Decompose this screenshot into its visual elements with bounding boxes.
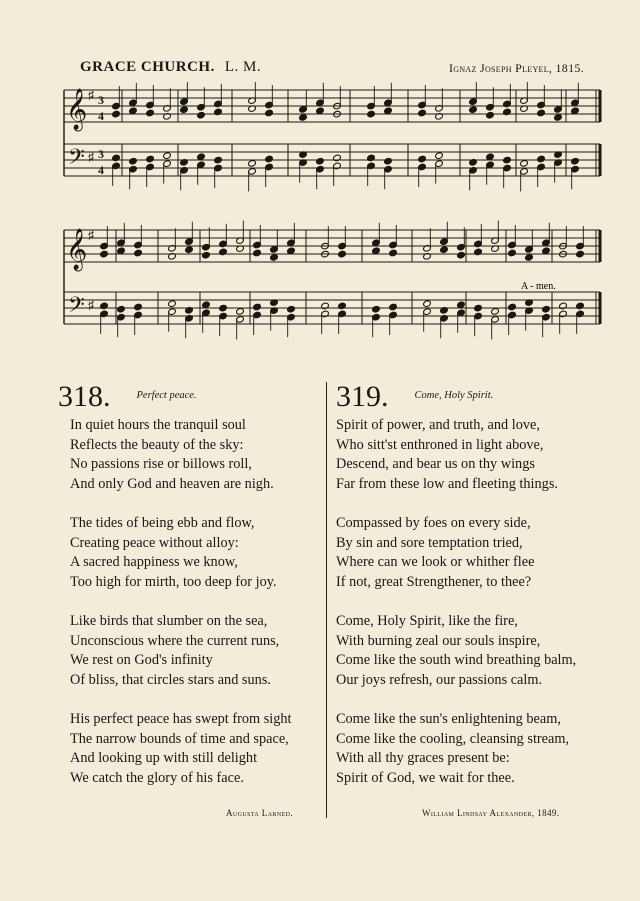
- note-head: [486, 153, 495, 161]
- sharp-sign: ♯: [88, 228, 94, 242]
- hymn-319: [336, 380, 606, 788]
- note-head: [559, 302, 568, 310]
- note-head: [168, 300, 177, 308]
- note-head: [219, 304, 228, 312]
- note-head: [491, 308, 500, 316]
- verse-line: No passions rise or billows roll,: [70, 456, 252, 472]
- note-head: [367, 154, 376, 162]
- note-head: [129, 107, 138, 115]
- stanza: [70, 514, 328, 592]
- note-head: [321, 302, 330, 310]
- note-head: [134, 249, 143, 257]
- note-head: [163, 152, 172, 160]
- verse-line: Too high for mirth, too deep for joy.: [70, 573, 277, 590]
- verse-line: Spirit of God, we wait for thee.: [336, 769, 515, 786]
- score-notation: [64, 82, 600, 339]
- stanza: [336, 514, 606, 592]
- note-head: [265, 155, 274, 163]
- note-head: [253, 249, 262, 257]
- note-head: [469, 106, 478, 114]
- composer-credit: Ignaz Joseph Pleyel, 1815.: [448, 61, 584, 75]
- time-signature: 4: [98, 109, 104, 123]
- note-head: [197, 111, 206, 119]
- music-score: [60, 82, 605, 344]
- note-head: [435, 152, 444, 160]
- verse-line: Come, Holy Spirit, like the fire,: [336, 613, 518, 629]
- verse-line: Reflects the beauty of the sky:: [70, 436, 244, 453]
- note-head: [503, 156, 512, 164]
- verse-line: If not, great Strengthener, to thee?: [336, 573, 532, 590]
- note-head: [299, 114, 308, 122]
- sharp-sign: ♯: [88, 298, 94, 312]
- note-head: [316, 157, 325, 165]
- note-head: [474, 248, 483, 256]
- hymn-subtitle: Come, Holy Spirit.: [414, 390, 494, 401]
- verse-line: Unconscious where the current runs,: [70, 632, 280, 649]
- verse-line: Far from these low and fleeting things.: [336, 475, 558, 492]
- verse-line: Where can we look or whither flee: [336, 554, 535, 570]
- note-head: [542, 247, 551, 255]
- hymn-319-author: William Lindsay Alexander, 1849.: [422, 808, 560, 818]
- note-head: [112, 110, 121, 118]
- treble-clef: 𝄞: [66, 89, 88, 130]
- verse-line: The tides of being ebb and flow,: [70, 515, 255, 531]
- hymn-318-author: Augusta Larned.: [226, 808, 294, 818]
- note-head: [100, 250, 109, 258]
- verse-line: We catch the glory of his face.: [70, 769, 244, 786]
- verse-line: Compassed by foes on every side,: [336, 515, 531, 531]
- note-head: [440, 246, 449, 254]
- verse-line: In quiet hours the tranquil soul: [70, 417, 246, 433]
- note-head: [100, 302, 109, 310]
- note-head: [316, 107, 325, 115]
- note-head: [117, 247, 126, 255]
- verse-line: By sin and sore temptation tried,: [336, 534, 523, 551]
- note-head: [423, 300, 432, 308]
- verse-line: And looking up with still delight: [70, 750, 258, 766]
- verse-line: Our joys refresh, our passions calm.: [336, 671, 543, 688]
- verse-line: A sacred happiness we know,: [70, 554, 238, 570]
- sharp-sign: ♯: [88, 88, 94, 102]
- note-head: [486, 111, 495, 119]
- hymn-319-text: [336, 416, 606, 788]
- stanza: [336, 416, 606, 494]
- tune-meter: L. M.: [224, 59, 262, 75]
- hymn-319-heading: [336, 380, 606, 414]
- note-head: [571, 157, 580, 165]
- verse-line: Of bliss, that circles stars and suns.: [70, 671, 271, 688]
- verse-line: Descend, and bear us on thy wings: [336, 456, 535, 472]
- verse-line: Creating peace without alloy:: [70, 534, 239, 551]
- note-head: [287, 247, 296, 255]
- verse-line: With all thy graces present be:: [336, 750, 510, 766]
- hymn-number: 318.: [58, 380, 111, 413]
- note-head: [214, 108, 223, 116]
- note-head: [384, 107, 393, 115]
- note-head: [537, 109, 546, 117]
- note-head: [112, 154, 121, 162]
- note-head: [338, 302, 347, 310]
- note-head: [542, 305, 551, 313]
- note-head: [146, 155, 155, 163]
- note-head: [202, 301, 211, 309]
- stanza: [336, 612, 606, 690]
- note-head: [265, 109, 274, 117]
- note-head: [117, 305, 126, 313]
- note-head: [503, 108, 512, 116]
- verse-line: With burning zeal our souls inspire,: [336, 632, 541, 649]
- tune-name: GRACE CHURCH.: [80, 59, 215, 75]
- note-head: [129, 157, 138, 165]
- verse-line: Come like the cooling, cleansing stream,: [336, 730, 570, 747]
- note-head: [571, 107, 580, 115]
- note-head: [457, 251, 466, 259]
- note-head: [389, 249, 398, 257]
- verse-line: Like birds that slumber on the sea,: [70, 613, 268, 629]
- note-head: [389, 303, 398, 311]
- note-head: [384, 157, 393, 165]
- note-head: [508, 249, 517, 257]
- verse-line: And only God and heaven are nigh.: [70, 475, 274, 492]
- note-head: [248, 160, 257, 168]
- note-head: [372, 247, 381, 255]
- note-head: [418, 155, 427, 163]
- hymn-318-heading: [58, 380, 328, 414]
- note-head: [253, 303, 262, 311]
- amen-text: A - men.: [521, 281, 556, 292]
- note-head: [537, 155, 546, 163]
- hymn-318: [58, 380, 328, 788]
- verse-line: Spirit of power, and truth, and love,: [336, 417, 540, 433]
- time-signature: 3: [98, 147, 104, 161]
- note-head: [214, 156, 223, 164]
- note-head: [418, 109, 427, 117]
- note-head: [576, 250, 585, 258]
- hymn-318-text: [70, 416, 328, 788]
- stanza: [336, 710, 606, 788]
- note-head: [554, 114, 563, 122]
- note-head: [525, 254, 534, 262]
- note-head: [333, 154, 342, 162]
- note-head: [202, 251, 211, 259]
- stanza: [70, 612, 328, 690]
- note-head: [146, 109, 155, 117]
- note-head: [372, 305, 381, 313]
- hymn-number: 319.: [336, 380, 389, 413]
- note-head: [197, 153, 206, 161]
- note-head: [236, 308, 245, 316]
- verse-line: We rest on God's infinity: [70, 652, 213, 668]
- note-head: [474, 304, 483, 312]
- note-head: [367, 110, 376, 118]
- hymn-subtitle: Perfect peace.: [136, 390, 197, 401]
- note-head: [180, 106, 189, 114]
- sharp-sign: ♯: [88, 150, 94, 164]
- bass-clef: 𝄢: [68, 145, 85, 175]
- verse-line: Who sitt'st enthroned in light above,: [336, 436, 544, 453]
- verse-line: His perfect peace has swept from sight: [70, 711, 292, 727]
- stanza: [70, 416, 328, 494]
- verse-line: The narrow bounds of time and space,: [70, 730, 289, 747]
- bass-clef: 𝄢: [68, 293, 85, 323]
- note-head: [508, 303, 517, 311]
- verse-line: Come like the south wind breathing balm,: [336, 652, 577, 668]
- note-head: [520, 160, 529, 168]
- note-head: [287, 305, 296, 313]
- note-head: [270, 254, 279, 262]
- note-head: [185, 246, 194, 254]
- note-head: [219, 248, 228, 256]
- stanza: [70, 710, 328, 788]
- time-signature: 3: [98, 93, 104, 107]
- treble-clef: 𝄞: [66, 229, 88, 270]
- note-head: [576, 302, 585, 310]
- tune-title: [80, 59, 261, 76]
- time-signature: 4: [98, 163, 104, 177]
- note-head: [457, 301, 466, 309]
- verse-line: Come like the sun's enlightening beam,: [336, 711, 561, 727]
- note-head: [134, 303, 143, 311]
- column-divider: [326, 382, 327, 818]
- note-head: [338, 250, 347, 258]
